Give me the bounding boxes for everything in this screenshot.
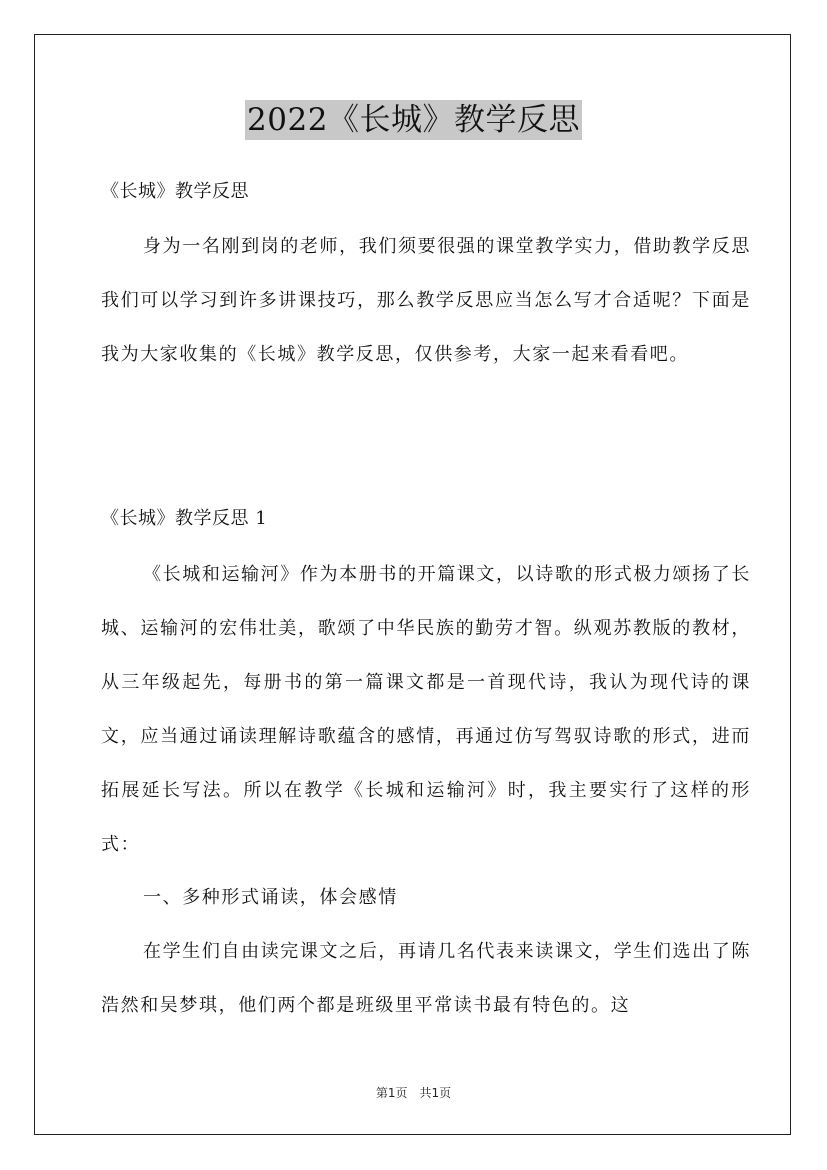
document-title [0, 100, 827, 140]
page-number: 第1页 [375, 1086, 408, 1100]
page-total: 共1页 [419, 1086, 452, 1100]
intro-paragraph: 身为一名刚到岗的老师，我们须要很强的课堂教学实力，借助教学反思我们可以学习到许多讲课技巧，那么教学反思应当怎么写才合适呢？下面是我为大家收集的《长城》教学反思，仅供参考，大家一起来看看吧。 [101, 236, 751, 365]
document-subtitle: 《长城》教学反思 [101, 181, 249, 202]
page-footer [0, 1084, 827, 1101]
section-paragraph: 《长城和运输河》作为本册书的开篇课文，以诗歌的形式极力颂扬了长城、运输河的宏伟壮美，歌颂了中华民族的勤劳才智。纵观苏教版的教材，从三年级起先，每册书的第一篇课文都是一首现代诗，我认为现代诗的课文，应当通过诵读理解诗歌蕴含的感情，再通过仿写驾驭诗歌的形式，进而拓展延长写法。所以在教学《长城和运输河》时，我主要实行了这样的形式： [101, 564, 751, 855]
section-heading: 《长城》教学反思 1 [101, 508, 268, 529]
document-title-text: 2022《长城》教学反思 [247, 102, 580, 138]
section-paragraph: 在学生们自由读完课文之后，再请几名代表来读课文，学生们选出了陈浩然和吴梦琪，他们两个都是班级里平常读书最有特色的。这 [101, 941, 751, 1016]
section-subheading: 一、多种形式诵读，体会感情 [143, 887, 398, 908]
